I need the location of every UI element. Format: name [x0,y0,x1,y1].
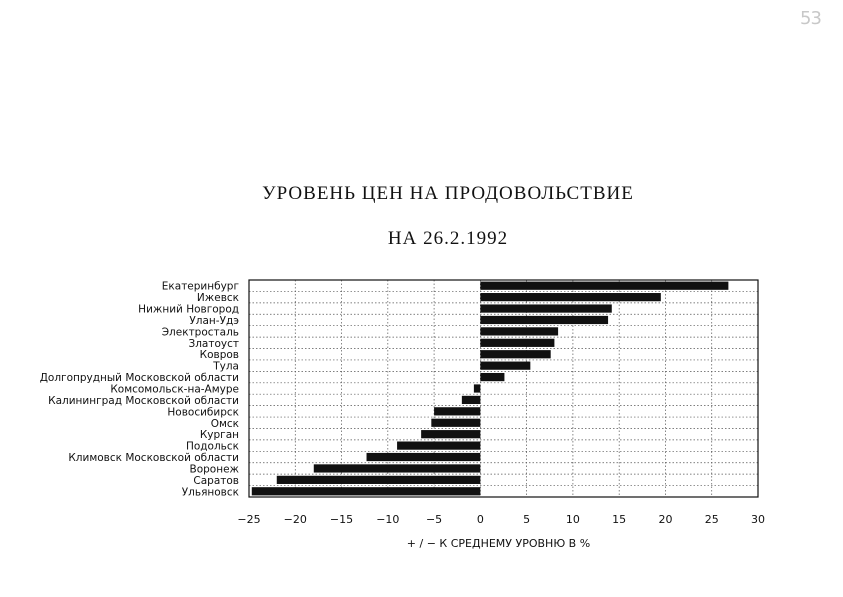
category-label: Калининград Московской области [48,394,239,407]
category-label: Ижевск [196,292,239,305]
category-label: Саратов [193,474,239,487]
x-tick-label: 10 [565,513,580,526]
category-label: Нижний Новгород [138,303,239,316]
x-tick-label: −25 [237,513,261,526]
category-label: Воронеж [189,463,239,476]
x-tick-label: 15 [612,513,627,526]
bar [480,362,530,370]
bar [421,430,480,438]
bar [277,476,481,484]
category-label: Подольск [185,440,239,453]
x-tick-label: −15 [329,513,354,526]
bar [462,396,481,404]
x-tick-label: −10 [376,513,400,526]
bars [252,282,729,496]
category-label: Электросталь [161,326,239,339]
x-tick-label: 20 [658,513,673,526]
x-tick-label: −5 [425,513,443,526]
category-label: Комсомольск-на-Амуре [110,383,239,396]
category-label: Ульяновск [181,486,239,499]
bar [367,453,481,461]
category-labels [40,281,240,499]
category-label: Курган [199,429,239,442]
bar [252,487,481,495]
bar [474,384,480,392]
bar [480,282,728,290]
chart-title: УРОВЕНЬ ЦЕН НА ПРОДОВОЛЬСТВИЕ [262,183,634,204]
category-label: Златоуст [188,337,239,350]
bar [480,339,554,347]
category-label: Екатеринбург [161,280,239,293]
category-label: Тула [213,360,239,373]
bar [480,293,660,301]
bar [434,407,480,415]
bar [397,441,480,449]
x-tick-label: 0 [476,513,484,526]
page-number: 53 [800,8,821,29]
bar [480,350,550,358]
x-tick-label: 30 [751,513,765,526]
category-label: Ковров [199,349,239,362]
category-label: Долгопрудный Московской области [39,372,239,385]
category-label: Новосибирск [167,406,239,419]
bar [431,419,480,427]
x-tick-label: −20 [283,513,307,526]
x-tick-labels [237,513,765,526]
bar [480,304,611,312]
x-tick-label: 5 [523,513,531,526]
bar [480,327,558,335]
chart-subtitle: НА 26.2.1992 [387,228,509,249]
category-label: Климовск Московской области [68,452,239,465]
bar [314,464,481,472]
category-label: Омск [210,417,239,430]
bar [480,316,608,324]
x-tick-label: 25 [704,513,719,526]
bar [480,373,504,381]
x-axis-label: + / − К СРЕДНЕМУ УРОВНЮ В % [406,537,591,550]
category-label: Улан-Удэ [189,314,239,327]
